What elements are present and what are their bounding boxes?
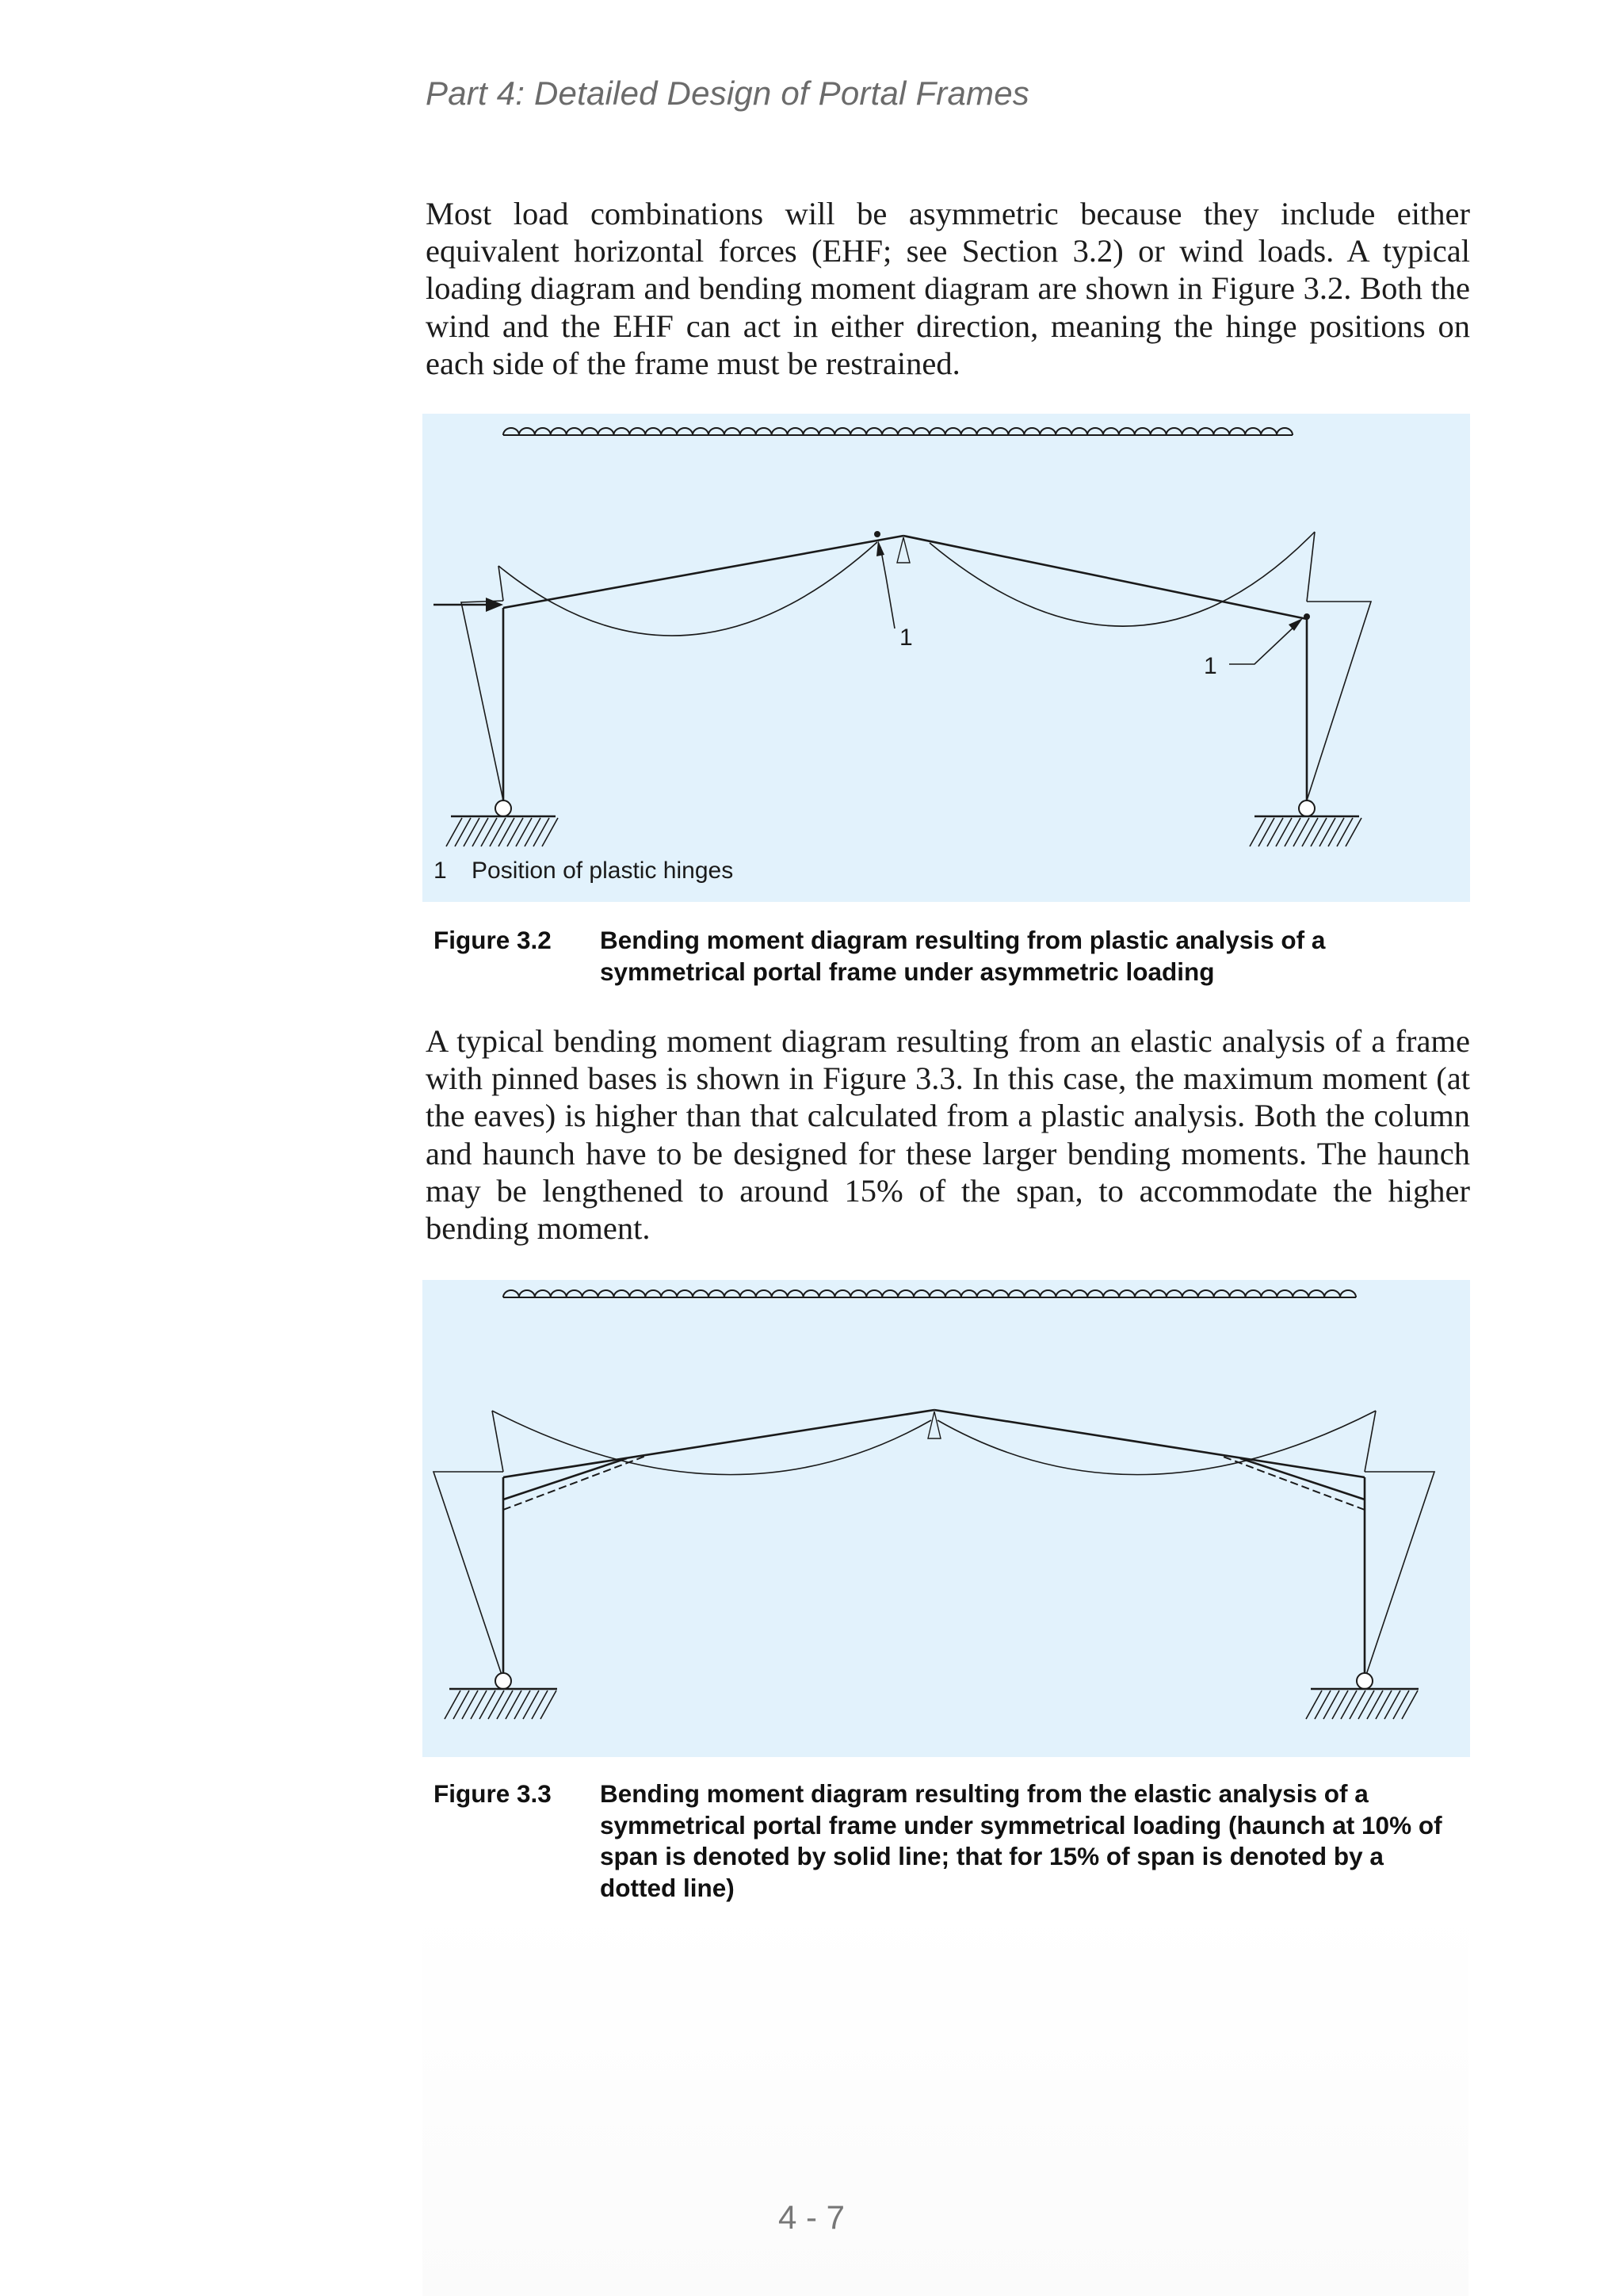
callout-label-rafter: 1 <box>899 625 913 651</box>
haunch-15pct-dotted <box>503 1456 1365 1510</box>
running-header: Part 4: Detailed Design of Portal Frames <box>426 74 1029 112</box>
legend-number: 1 <box>433 858 447 884</box>
apex-pin-symbol <box>928 1412 941 1438</box>
bmd-right-rafter <box>930 532 1315 626</box>
figure-3-2 <box>422 414 1470 902</box>
arrowhead-rafter <box>876 541 884 556</box>
hinge-dot-eaves <box>1304 613 1310 620</box>
bmd-right-column <box>1307 602 1371 800</box>
left-pinned-support <box>445 1673 557 1719</box>
left-pinned-support <box>446 800 558 846</box>
bmd-left-rafter <box>498 542 877 636</box>
left-rafter <box>503 536 903 608</box>
figure-3-3-diagram <box>422 1280 1470 1757</box>
caption-label: Figure 3.3 <box>433 1779 552 1808</box>
figure-3-2-diagram <box>422 414 1470 902</box>
right-haunch-10pct <box>1240 1458 1365 1499</box>
caption-text: Bending moment diagram resulting from plastic analysis of a symmetrical portal frame under asymmetric loading <box>600 926 1326 986</box>
right-pinned-support <box>1250 800 1361 846</box>
portal-frame <box>503 1410 1365 1689</box>
bending-moment-diagram <box>433 1411 1434 1679</box>
portal-frame <box>503 536 1307 800</box>
left-haunch-15pct <box>503 1456 646 1510</box>
legend-text: Position of plastic hinges <box>472 858 734 884</box>
page-shade <box>422 1902 1468 2296</box>
caption-label: Figure 3.2 <box>433 926 552 954</box>
callout-leader-eaves <box>1229 624 1297 664</box>
figure-3-2-legend <box>433 858 733 884</box>
distributed-load-symbol <box>503 428 1293 435</box>
arrowhead-eaves <box>1289 618 1303 631</box>
callout-leader-rafter <box>880 547 895 628</box>
apex-pin-symbol <box>897 537 910 563</box>
bmd-right-eaves-tick <box>1365 1411 1376 1472</box>
left-haunch-10pct <box>503 1458 627 1499</box>
bmd-left-eaves-tick <box>498 566 503 601</box>
body-paragraph-1: Most load combinations will be asymmetric because they include either equivalent horizontal forces (EHF; see Section 3.2) or wind loads. A typical loading diagram and bending moment diagram are shown in Figure 3.2. Both the wind and the EHF can act in either direction, meaning the hinge positions on each side of the frame must be restrained. <box>426 196 1470 381</box>
bmd-right-column <box>1365 1472 1434 1679</box>
bmd-left-column <box>461 601 503 800</box>
figure-3-3 <box>422 1280 1470 1757</box>
bmd-left-eaves-tick <box>492 1411 503 1472</box>
caption-text: Bending moment diagram resulting from the elastic analysis of a symmetrical portal frame under symmetrical loading (haunch at 10% of span is denoted by solid line; that for 15% of span is denoted by a dotted line) <box>600 1779 1442 1902</box>
right-haunch-15pct <box>1221 1456 1365 1510</box>
bmd-left-column <box>433 1472 503 1679</box>
bmd-right-eaves-tick <box>1307 532 1315 602</box>
callout-label-eaves: 1 <box>1204 653 1217 679</box>
right-pinned-support <box>1306 1673 1419 1719</box>
hinge-dot-rafter <box>874 531 880 537</box>
page-number: 4 - 7 <box>777 2199 846 2236</box>
right-rafter <box>903 536 1307 619</box>
bending-moment-diagram <box>461 532 1371 800</box>
callout-leaders <box>880 547 1297 664</box>
distributed-load-symbol <box>503 1290 1356 1297</box>
body-paragraph-2: A typical bending moment diagram resulting from an elastic analysis of a frame with pinned bases is shown in Figure 3.3. In this case, the maximum moment (at the eaves) is higher than that calculated from a plastic analysis. Both the column and haunch have to be designed for these larger bending moments. The haunch may be lengthened to around 15% of the span, to accommodate the higher bending moment. <box>426 1023 1470 1247</box>
horizontal-load-arrow <box>433 598 503 612</box>
